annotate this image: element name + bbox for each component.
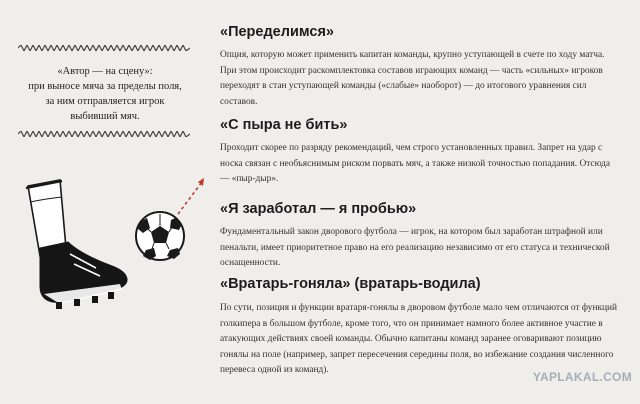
- quote-line: при выносе мяча за пределы поля,: [28, 81, 182, 92]
- zigzag-divider-bottom: [18, 131, 190, 137]
- section-title: «Вратарь-гоняла» (вратарь-водила): [220, 276, 481, 292]
- watermark-logo: YAPLAKAL.COM: [532, 370, 632, 384]
- section-body: Опция, которую может применить капитан команды, крупно уступающей в счете по ходу матча. При этом происходит раскомплектовка составов играющих команд — часть «сильных» игроков переходят в стан уступающей команды («слабые» наоборот) — до итогового уравнения сил составов.: [220, 50, 605, 107]
- kick-illustration: [0, 178, 208, 338]
- left-panel: [0, 0, 208, 404]
- section-body: Проходит скорее по разряду рекомендаций, чем строго установленных правил. Запрет на удар с носка связан с необъяснимым риском порвать мяч, а также низкой точностью попадания. Отсюда — «пыр-дыр».: [220, 143, 611, 184]
- arrow-icon: [178, 178, 204, 214]
- soccer-ball-icon: [136, 212, 184, 260]
- section-body: По сути, позиция и функции вратаря-гонялы в дворовом футболе мало чем отличаются от функций голкипера в большом футболе, кроме того, что он принимает намного более активное участие в атакующих действиях своей команды. Обычно капитаны команд заранее оговаривают позицию гонялы на поле (например, запрет пересечения середины поля, во избежание создания численного перевеса одной из команд).: [220, 303, 618, 375]
- section-title: «Я заработал — я пробью»: [220, 201, 417, 217]
- boot-icon: [40, 242, 127, 309]
- quote-line: за ним отправляется игрок: [45, 96, 165, 107]
- quote-line: «Автор — на сцену»:: [57, 66, 153, 77]
- quote-line: выбивший мяч.: [70, 111, 140, 122]
- section-title: «С пыра не бить»: [220, 117, 348, 133]
- zigzag-divider-top: [18, 45, 190, 51]
- side-quote: [10, 64, 200, 124]
- section-title: «Переделимся»: [220, 24, 334, 40]
- section-body: Фундаментальный закон дворового футбола — игрок, на котором был заработан штрафной или пенальти, имеет приоритетное право на его реализацию независимо от его статуса и технической оснащенности.: [220, 227, 610, 268]
